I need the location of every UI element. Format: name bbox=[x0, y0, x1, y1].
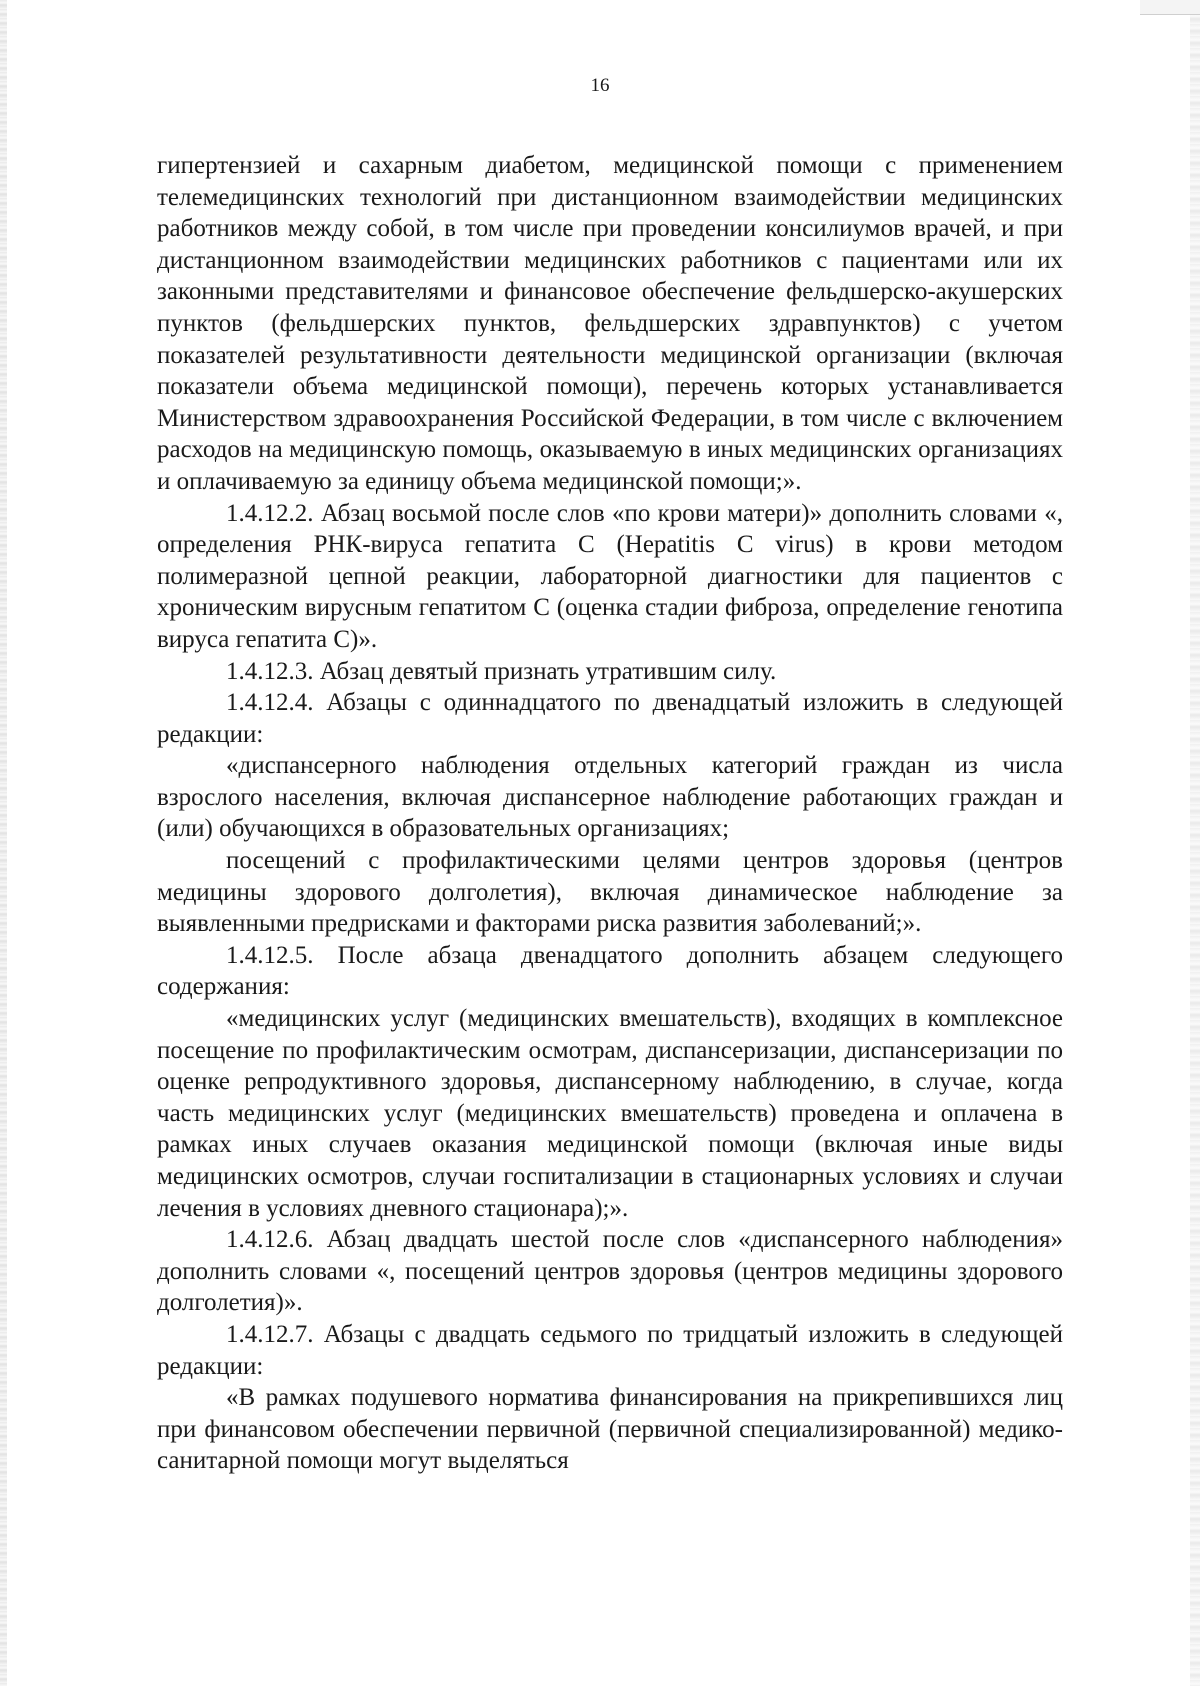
paragraph-1-4-12-3: 1.4.12.3. Абзац девятый признать утратившим силу. bbox=[226, 657, 777, 685]
paragraph-1-4-12-6: 1.4.12.6. Абзац двадцать шестой после слов «диспансерного наблюдения» дополнить словами «, посещений центров здоровья (центров медицины здорового долголетия)». bbox=[157, 1226, 1063, 1317]
scan-edge-left bbox=[0, 0, 7, 1686]
paragraph-continuation: гипертензией и сахарным диабетом, медицинской помощи с применением телемедицинских технологий при дистанционном взаимодействии медицинских работников между собой, в том числе при проведении консилиумов врачей, и при дистанционном взаимодействии медицинских работников с пациентами или их законными представителями и финансовое обеспечение фельдшерско-акушерских пунктов (фельдшерских пунктов, фельдшерских здравпунктов) с учетом показателей результативности деятельности медицинской организации (включая показатели объема медицинской помощи), перечень которых устанавливается Министерством здравоохранения Российской Федерации, в том числе с включением расходов на медицинскую помощь, оказываемую в иных медицинских организациях и оплачиваемую за единицу объема медицинской помощи;». bbox=[157, 152, 1063, 495]
scan-corner bbox=[1140, 0, 1200, 15]
page-number: 16 bbox=[590, 75, 610, 96]
quoted-paragraph-per-capita: «В рамках подушевого норматива финансирования на прикрепившихся лиц при финансовом обеспечении первичной (первичной специализированной) медико-санитарной помощи могут выделяться bbox=[157, 1384, 1063, 1475]
quoted-paragraph-dispensary: «диспансерного наблюдения отдельных категорий граждан из числа взрослого населения, включая диспансерное наблюдение работающих граждан и (или) обучающихся в образовательных организациях; bbox=[157, 752, 1063, 843]
paragraph-1-4-12-4: 1.4.12.4. Абзацы с одиннадцатого по двенадцатый изложить в следующей редакции: bbox=[157, 689, 1063, 748]
paragraph-1-4-12-7: 1.4.12.7. Абзацы с двадцать седьмого по тридцатый изложить в следующей редакции: bbox=[157, 1320, 1063, 1380]
document-body bbox=[157, 150, 1063, 1477]
quoted-paragraph-medical-services: «медицинских услуг (медицинских вмешательств), входящих в комплексное посещение по профилактическим осмотрам, диспансеризации, диспансеризации по оценке репродуктивного здоровья, диспансерному наблюдению, в случае, когда часть медицинских услуг (медицинских вмешательств) проведена и оплачена в рамках иных случаев оказания медицинской помощи (включая иные виды медицинских осмотров, случаи госпитализации в стационарных условиях и случаи лечения в условиях дневного стационара);». bbox=[157, 1005, 1063, 1222]
paragraph-1-4-12-2: 1.4.12.2. Абзац восьмой после слов «по крови матери)» дополнить словами «, определения РНК-вируса гепатита С (Hepatitis C virus) в крови методом полимеразной цепной реакции, лабораторной диагностики для пациентов с хроническим вирусным гепатитом С (оценка стадии фиброза, определение генотипа вируса гепатита С)». bbox=[157, 499, 1063, 653]
scan-edge-right bbox=[1190, 0, 1200, 1686]
paragraph-1-4-12-5: 1.4.12.5. После абзаца двенадцатого дополнить абзацем следующего содержания: bbox=[157, 941, 1063, 1001]
quoted-paragraph-health-centers: посещений с профилактическими целями центров здоровья (центров медицины здорового долголетия), включая динамическое наблюдение за выявленными предрисками и факторами риска развития заболеваний;». bbox=[157, 847, 1063, 938]
